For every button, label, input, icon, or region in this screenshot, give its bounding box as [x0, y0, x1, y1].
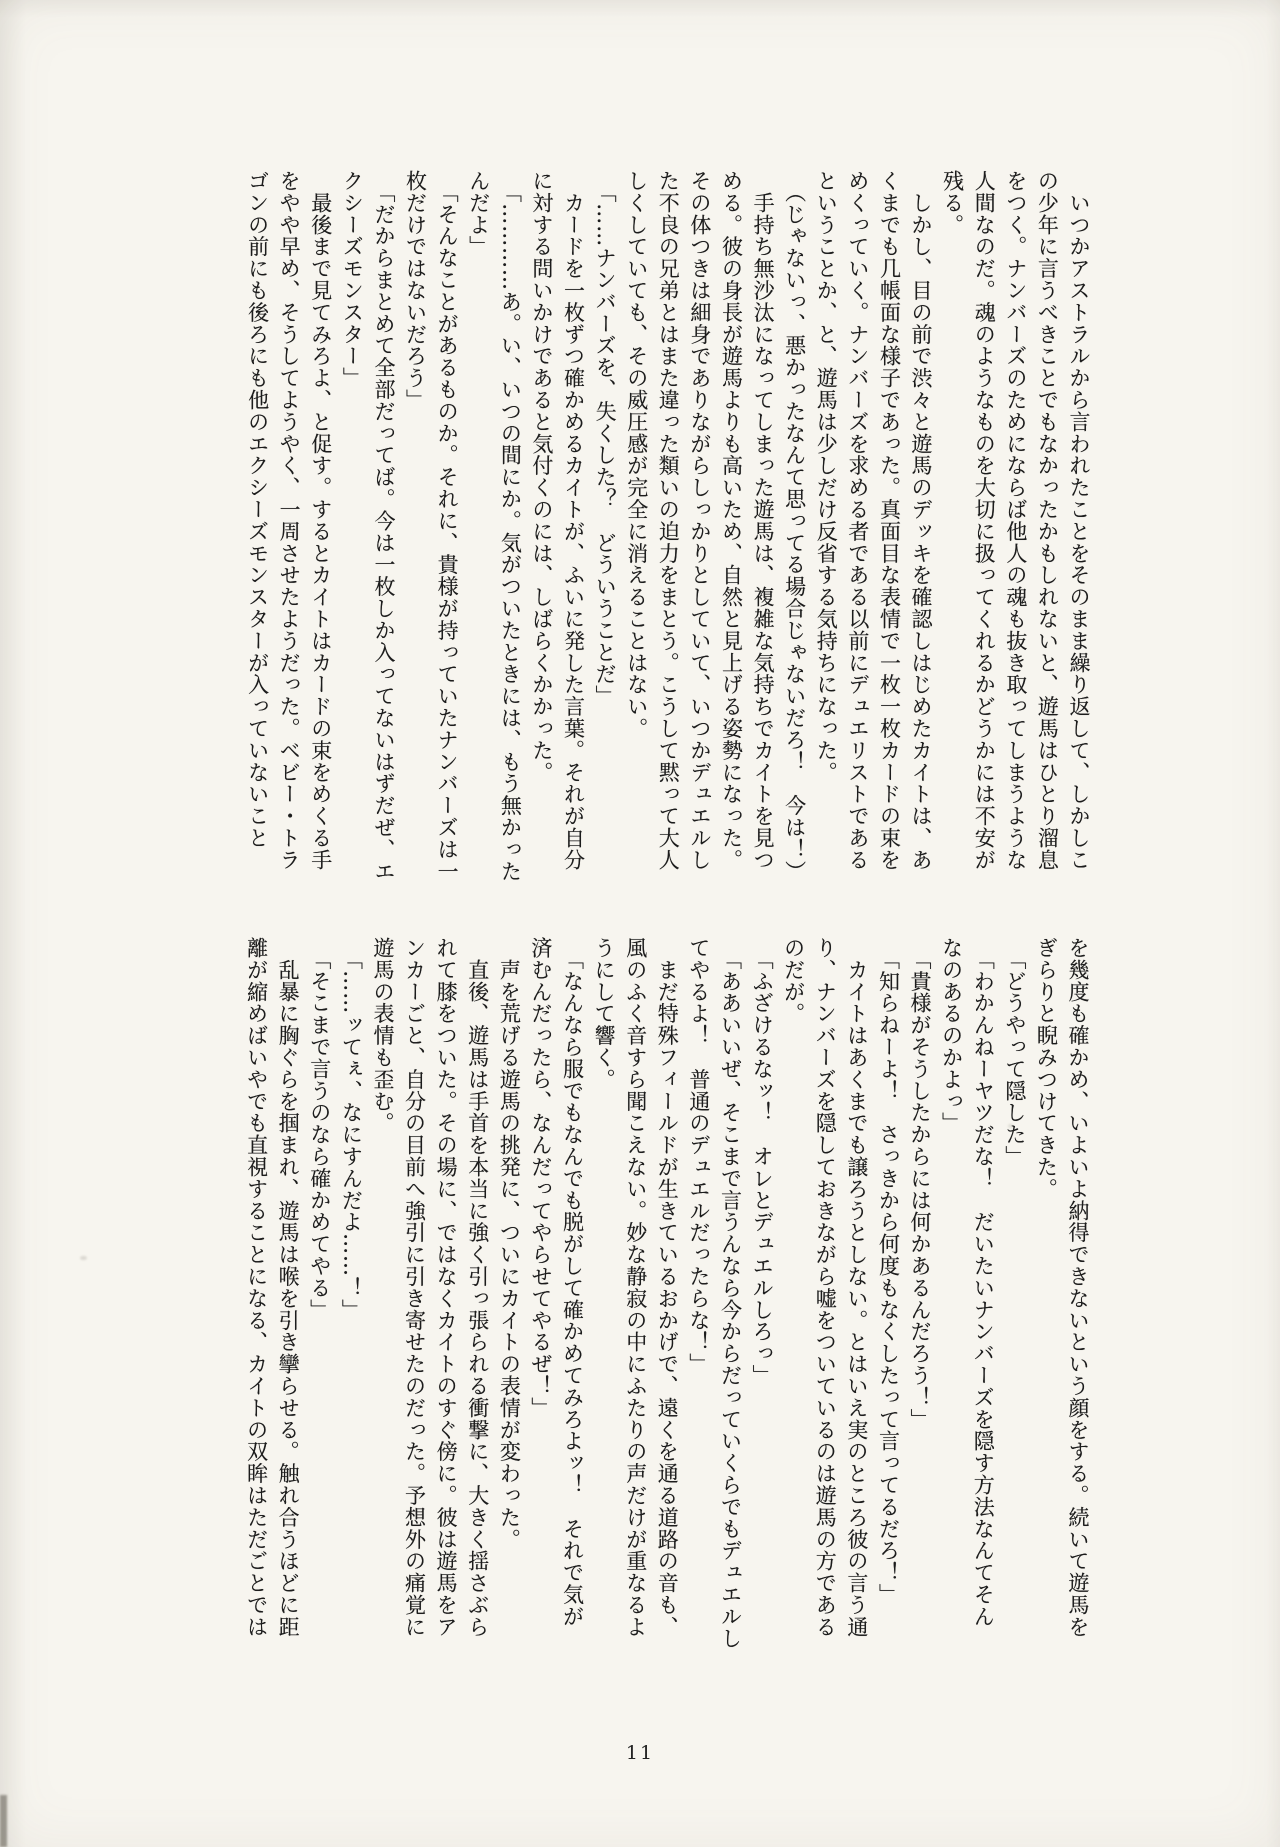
- text-column: 離が縮めばいやでも直視することになる、カイトの双眸はただごとでは: [244, 937, 269, 1638]
- text-column: その体つきは細身でありながらしっかりとしていて、いつかデュエルし: [687, 170, 712, 871]
- text-column: 最後まで見てみろよ、と促す。するとカイトはカードの束をめくる手: [308, 170, 333, 871]
- text-column: 手持ち無沙汰になってしまった遊馬は、複雑な気持ちでカイトを見つ: [751, 170, 776, 871]
- text-column: 人間なのだ。魂のようなものを大切に扱ってくれるかどうかには不安が: [972, 170, 997, 871]
- text-column: める。彼の身長が遊馬よりも高いため、自然と見上げる姿勢になった。: [719, 170, 744, 871]
- text-column: 「ふざけるなッ！ オレとデュエルしろっ」: [750, 937, 775, 1387]
- text-column: に対する問いかけであると気付くのには、しばらくかかった。: [529, 170, 554, 784]
- text-column: た不良の兄弟とはまた違った類いの迫力をまとう。こうして黙って大人: [656, 170, 681, 871]
- text-column: 「わかんねーヤツだな！ だいたいナンバーズを隠す方法なんてそん: [971, 937, 996, 1628]
- text-column: まだ特殊フィールドが生きているおかげで、遠くを通る道路の音も、: [655, 937, 680, 1638]
- text-column: めくっていく。ナンバーズを求める者である以前にデュエリストである: [845, 170, 870, 871]
- text-column: をつく。ナンバーズのためにならば他人の魂も抜き取ってしまうような: [1003, 170, 1028, 871]
- text-column: いつかアストラルから言われたことをそのまま繰り返して、しかしこ: [1067, 170, 1091, 871]
- main-text-block-top: [241, 170, 1094, 882]
- text-column: 枚だけではないだろう」: [403, 170, 428, 411]
- text-column: 遊馬の表情も歪む。: [370, 937, 395, 1135]
- text-column: しかし、目の前で渋々と遊馬のデッキを確認しはじめたカイトは、あ: [909, 170, 934, 871]
- text-column: 「そこまで言うのなら確かめてやる」: [307, 937, 332, 1321]
- text-column: を幾度も確かめ、いよいよ納得できないという顔をする。続いて遊馬を: [1066, 937, 1090, 1638]
- text-column: うにして響く。: [592, 937, 617, 1091]
- text-column: ということか、と、遊馬は少しだけ反省する気持ちになった。: [814, 170, 839, 784]
- text-column: なのあるのかよっ」: [939, 937, 964, 1135]
- text-column: の少年に言うべきことでもなかったかもしれないと、遊馬はひとり溜息: [1035, 170, 1060, 871]
- text-column: をやや早め、そうしてようやく、一周させたようだった。ベビー・トラ: [277, 170, 302, 871]
- text-column: 乱暴に胸ぐらを掴まれ、遊馬は喉を引き攣らせる。触れ合うほどに距: [276, 937, 301, 1638]
- text-column: 「貴様がそうしたからには何かあるんだろう！」: [908, 937, 933, 1431]
- text-column: ンカーごと、自分の目前へ強引に引き寄せたのだった。予想外の痛覚に: [402, 937, 427, 1638]
- text-column: 声を荒げる遊馬の挑発に、ついにカイトの表情が変わった。: [497, 937, 522, 1551]
- text-column: 「だからまとめて全部だってば。今は一枚しか入ってないはずだぜ、エ: [371, 170, 396, 883]
- text-column: カイトはあくまでも譲ろうとしない。とはいえ実のところ彼の言う通: [844, 937, 869, 1638]
- scan-edge-mark: [0, 1795, 7, 1847]
- text-column: ぎらりと睨みつけてきた。: [1034, 937, 1059, 1200]
- text-column: 「知らねーよ！ さっきから何度もなくしたって言ってるだろ！」: [876, 937, 901, 1606]
- text-column: しくしていても、その威圧感が完全に消えることはない。: [624, 170, 649, 740]
- page-number: 11: [625, 1742, 655, 1764]
- text-column: 「…………あ。い、いつの間にか。気がついたときには、もう無かった: [498, 170, 523, 883]
- text-column: 「……ッてぇ、なにすんだよ……！」: [339, 937, 364, 1321]
- scan-speck: [1008, 1124, 1013, 1128]
- text-column: 残る。: [940, 170, 965, 236]
- text-column: 済むんだったら、なんだってやらせてやるぜ！」: [528, 937, 553, 1419]
- text-column: てやるよ！ 普通のデュエルだったらな！」: [686, 937, 711, 1375]
- text-column: 「ああいいぜ、そこまで言うんなら今からだっていくらでもデュエルし: [718, 937, 743, 1650]
- text-column: 「そんなことがあるものか。それに、貴様が持っていたナンバーズは一: [435, 170, 460, 883]
- main-text-block-bottom: [240, 937, 1093, 1667]
- text-column: ゴンの前にも後ろにも他のエクシーズモンスターが入っていないこと: [245, 170, 270, 849]
- text-column: クシーズモンスター」: [340, 170, 365, 389]
- text-column: んだよ」: [466, 170, 491, 258]
- text-column: 直後、遊馬は手首を本当に強く引っ張られる衝撃に、大きく揺さぶら: [465, 937, 490, 1638]
- text-column: れて膝をついた。その場に、ではなくカイトのすぐ傍に。彼は遊馬をア: [434, 937, 459, 1638]
- scan-speck: [80, 1256, 87, 1260]
- text-column: 「……ナンバーズを、失くした？ どういうことだ」: [593, 170, 618, 707]
- text-column: 「なんなら服でもなんでも脱がして確かめてみろよッ！ それで気が: [560, 937, 585, 1628]
- text-column: （じゃないっ、悪かったなんて思ってる場合じゃないだろ！ 今は！）: [782, 170, 807, 883]
- text-column: 「どうやって隠した」: [1002, 937, 1027, 1168]
- text-column: のだが。: [781, 937, 806, 1025]
- text-column: り、ナンバーズを隠しておきながら嘘をついているのは遊馬の方である: [813, 937, 838, 1638]
- text-column: くまでも几帳面な様子であった。真面目な表情で一枚一枚カードの束を: [877, 170, 902, 871]
- text-column: 風のふく音すら聞こえない。妙な静寂の中にふたりの声だけが重なるよ: [623, 937, 648, 1638]
- text-column: カードを一枚ずつ確かめるカイトが、ふいに発した言葉。それが自分: [561, 170, 586, 871]
